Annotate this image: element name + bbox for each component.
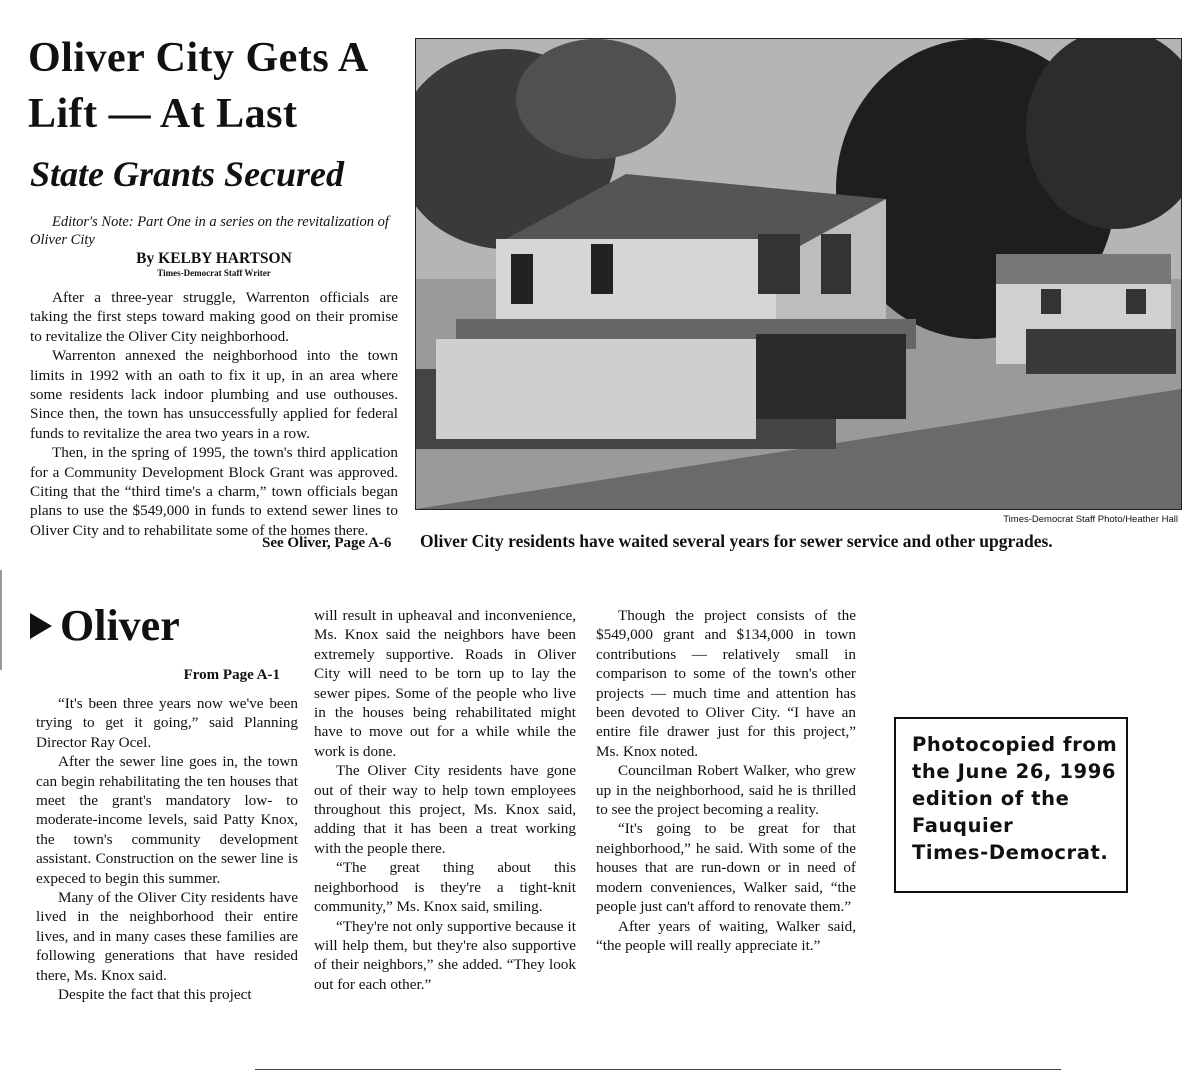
source-note-box — [894, 717, 1128, 893]
house-photo-image — [416, 39, 1181, 509]
paragraph: Though the project consists of the $549,000 grant and $134,000 in town contributions — relatively small in comparison to some of the town's other projects — much time and attention has been devoted to Oliver City. “I have an entire file drawer just for this project,” Ms. Knox noted. — [596, 607, 856, 760]
byline: By KELBY HARTSON — [136, 250, 292, 267]
source-line: Times-Democrat. — [912, 841, 1109, 864]
paragraph: Councilman Robert Walker, who grew up in the neighborhood, said he is thrilled to see the project becoming a reality. — [596, 762, 856, 819]
paragraph: “It's been three years now we've been trying to get it going,” said Planning Director Ray Ocel. — [36, 695, 298, 751]
headline: Oliver City Gets A Lift — At Last — [28, 35, 367, 137]
paragraph: “The great thing about this neighborhood is they're a tight-knit community,” Ms. Knox said, smiling. — [314, 859, 576, 916]
byline-role: Times-Democrat Staff Writer — [157, 268, 271, 278]
paragraph: “They're not only supportive because it will help them, but they're also supportive of their neighbors,” she added. “They look out for each other.” — [314, 917, 576, 993]
paragraph: “It's going to be great for that neighborhood,” he said. With some of the houses that are run-down or in need of modern conveniences, Walker said, “the people just can't afford to renovate them.” — [596, 820, 856, 916]
column-1 — [36, 694, 298, 1005]
source-line: Photocopied from — [912, 733, 1118, 756]
paragraph: Many of the Oliver City residents have lived in the neighborhood their entire lives, and in many cases these families are following generations that have resided there, Ms. Knox said. — [36, 889, 298, 984]
paragraph: Despite the fact that this project — [58, 986, 252, 1004]
triangle-arrow-icon — [30, 613, 52, 639]
subheadline: State Grants Secured — [30, 154, 345, 194]
paragraph: Then, in the spring of 1995, the town's third application for a Community Development Block Grant was approved. Citing that the “third time's a charm,” town officials began plans to use the $549,000 in funds to extend sewer lines to Oliver City and to rehabilitate some of the homes there. — [30, 444, 398, 539]
bottom-divider — [255, 1069, 1061, 1070]
photo-credit: Times-Democrat Staff Photo/Heather Hall — [1003, 514, 1178, 525]
paragraph: The Oliver City residents have gone out of their way to help town employees throughout this project, Ms. Knox said, adding that it has been a treat working with the people there. — [314, 762, 576, 857]
source-line: edition of the — [912, 787, 1070, 810]
paragraph: will result in upheaval and inconvenience, Ms. Knox said the neighbors have been extremely supportive. Roads in Oliver City will need to be torn up to lay the sewer pipes. Some of the people who live in the houses being rehabilitated might have to move out for a while while the work is done. — [314, 607, 576, 760]
paragraph: After years of waiting, Walker said, “the people will really appreciate it.” — [596, 917, 856, 954]
editors-note: Editor's Note: Part One in a series on the revitalization of Oliver City — [30, 214, 389, 248]
column-2 — [314, 606, 576, 994]
continuation-heading — [30, 600, 180, 651]
scan-edge — [0, 570, 2, 670]
paragraph: After the sewer line goes in, the town can begin rehabilitating the ten houses that meet the grant's mandatory low- to moderate-income levels, said Patty Knox, the town's community development assistant. Construction on the sewer line is expeced to begin this summer. — [36, 753, 298, 887]
lead-story — [30, 288, 398, 540]
continuation-heading-text: Oliver — [60, 601, 180, 650]
house-photo — [415, 38, 1182, 510]
from-page-line: From Page A-1 — [183, 667, 280, 683]
source-line: Fauquier — [912, 814, 1014, 837]
paragraph: After a three-year struggle, Warrenton officials are taking the first steps toward making good on their promise to revitalize the Oliver City neighborhood. — [30, 289, 398, 345]
paragraph: Warrenton annexed the neighborhood into the town limits in 1992 with an oath to fix it up, in an area where some residents lack indoor plumbing and use outhouses. Since then, the town has unsuccessfully applied for federal funds to revitalize the area two years in a row. — [30, 347, 398, 442]
source-line: the June 26, 1996 — [912, 760, 1117, 783]
photo-caption: Oliver City residents have waited several years for sewer service and other upgrades. — [420, 531, 1053, 551]
jump-line: See Oliver, Page A-6 — [262, 535, 392, 551]
column-3 — [596, 606, 856, 955]
